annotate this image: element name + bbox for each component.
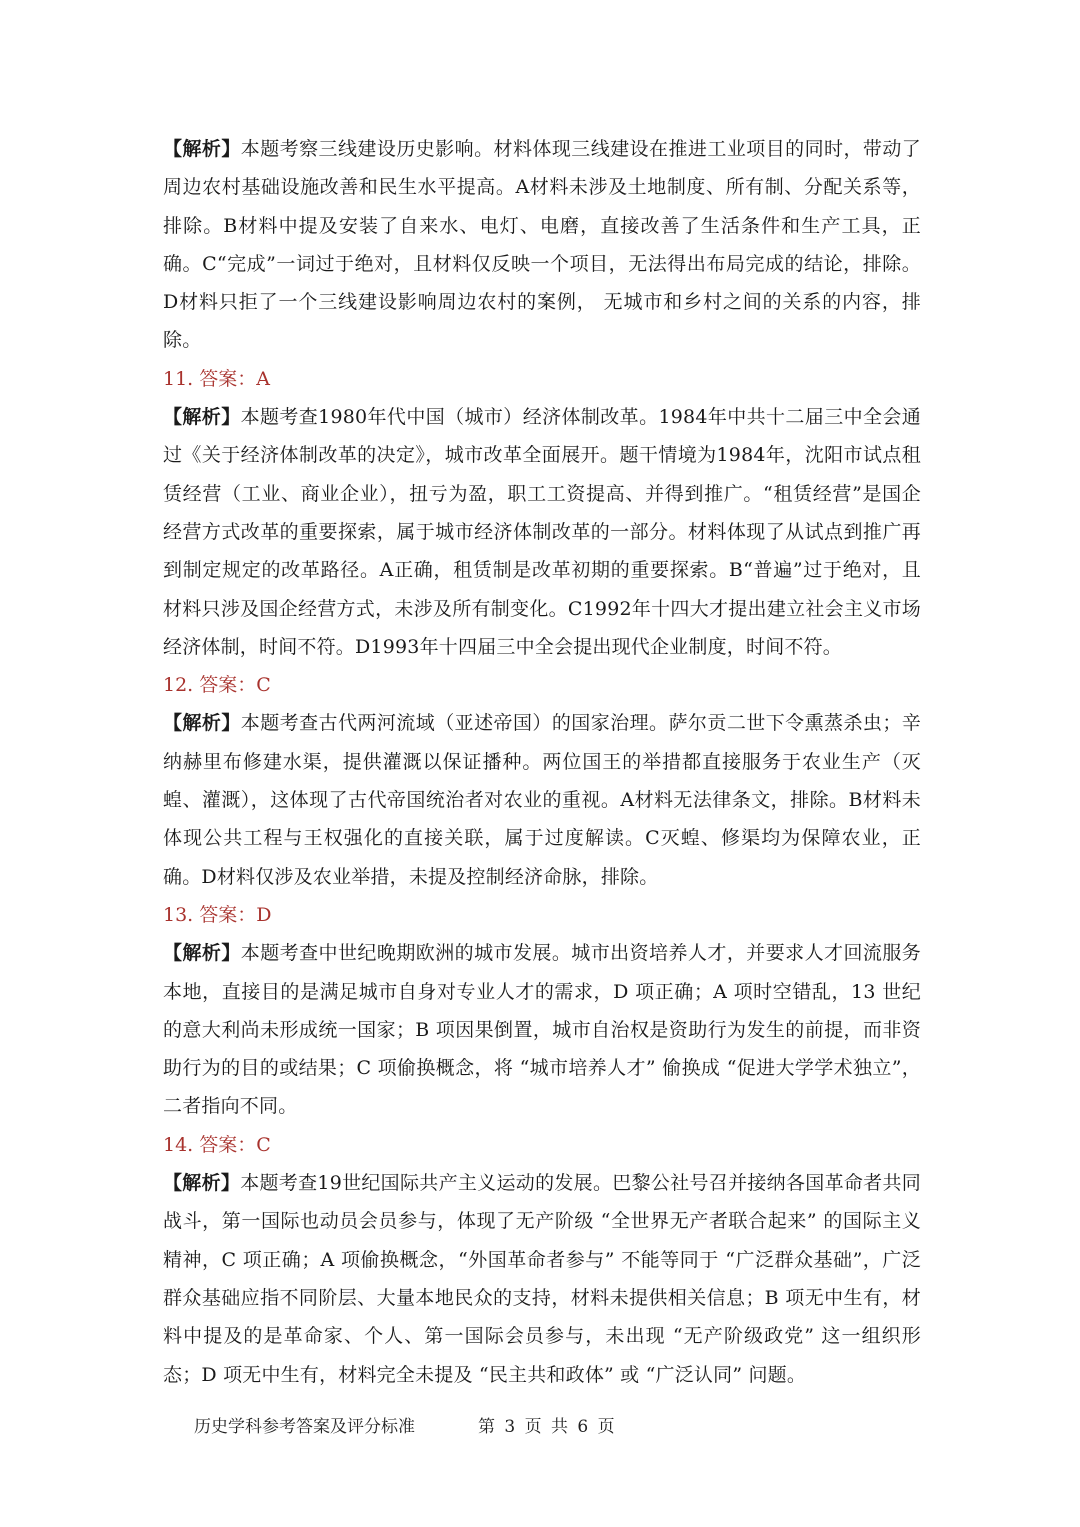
answer-line: 14. 答案：C	[163, 1133, 271, 1156]
analysis-tag: 【解析】	[163, 138, 241, 160]
analysis-paragraph	[163, 934, 921, 1125]
analysis-text: 本题考查古代两河流域（亚述帝国）的国家治理。萨尔贡二世下令熏蒸杀虫；辛纳赫里布修建水渠，提供灌溉以保证播种。两位国王的举措都直接服务于农业生产（灭蝗、灌溉），这体现了古代帝国统治者对农业的重视。A材料无法律条文，排除。B材料未体现公共工程与王权强化的直接关联，属于过度解读。C灭蝗、修渠均为保障农业，正确。D材料仅涉及农业举措，未提及控制经济命脉，排除。	[163, 712, 921, 888]
page-number: 第 3 页 共 6 页	[478, 1417, 615, 1437]
analysis-tag: 【解析】	[163, 942, 241, 965]
analysis-paragraph	[163, 398, 921, 666]
analysis-text: 本题考察三线建设历史影响。材料体现三线建设在推进工业项目的同时，带动了周边农村基础设施改善和民生水平提高。A材料未涉及土地制度、所有制、分配关系等，排除。B材料中提及安装了自来水、电灯、电磨，直接改善了生活条件和生产工具，正确。C“完成”一词过于绝对，且材料仅反映一个项目，无法得出布局完成的结论，排除。D材料只拒了一个三线建设影响周边农村的案例， 无城市和乡村之间的关系的内容，排除。	[163, 138, 921, 352]
analysis-paragraph	[163, 130, 921, 360]
analysis-text: 本题考查19世纪国际共产主义运动的发展。巴黎公社号召并接纳各国革命者共同战斗，第一国际也动员会员参与，体现了无产阶级 “全世界无产者联合起来” 的国际主义精神，C 项正确；A 项偷换概念，“外国革命者参与” 不能等同于 “广泛群众基础”，广泛群众基础应指不同阶层、大量本地民众的支持，材料未提供相关信息；B 项无中生有，材料中提及的是革命家、个人、第一国际会员参与，未出现 “无产阶级政党” 这一组织形态；D 项无中生有，材料完全未提及 “民主共和政体” 或 “广泛认同” 问题。	[163, 1172, 921, 1386]
answer-line: 11. 答案：A	[163, 367, 270, 390]
analysis-tag: 【解析】	[163, 1172, 241, 1195]
analysis-text: 本题考查中世纪晚期欧洲的城市发展。城市出资培养人才，并要求人才回流服务本地，直接目的是满足城市自身对专业人才的需求，D 项正确；A 项时空错乱，13 世纪的意大利尚未形成统一国家；B 项因果倒置，城市自治权是资助行为发生的前提，而非资助行为的目的或结果；C 项偷换概念，将 “城市培养人才” 偷换成 “促进大学学术独立”，二者指向不同。	[163, 942, 921, 1118]
analysis-paragraph	[163, 1164, 921, 1394]
answer-key-content	[163, 130, 921, 1394]
page-footer	[0, 1412, 1080, 1442]
answer-line: 13. 答案：D	[163, 903, 272, 926]
answer-line: 12. 答案：C	[163, 674, 271, 697]
analysis-tag: 【解析】	[163, 406, 241, 429]
analysis-paragraph	[163, 704, 921, 895]
analysis-tag: 【解析】	[163, 712, 241, 735]
footer-title: 历史学科参考答案及评分标准	[194, 1417, 415, 1437]
analysis-text: 本题考查1980年代中国（城市）经济体制改革。1984年中共十二届三中全会通过《关于经济体制改革的决定》，城市改革全面展开。题干情境为1984年，沈阳市试点租赁经营（工业、商业企业），扭亏为盈，职工工资提高、并得到推广。“租赁经营”是国企经营方式改革的重要探索，属于城市经济体制改革的一部分。材料体现了从试点到推广再到制定规定的改革路径。A正确，租赁制是改革初期的重要探索。B“普遍”过于绝对，且材料只涉及国企经营方式，未涉及所有制变化。C1992年十四大才提出建立社会主义市场经济体制，时间不符。D1993年十四届三中全会提出现代企业制度，时间不符。	[163, 406, 921, 658]
